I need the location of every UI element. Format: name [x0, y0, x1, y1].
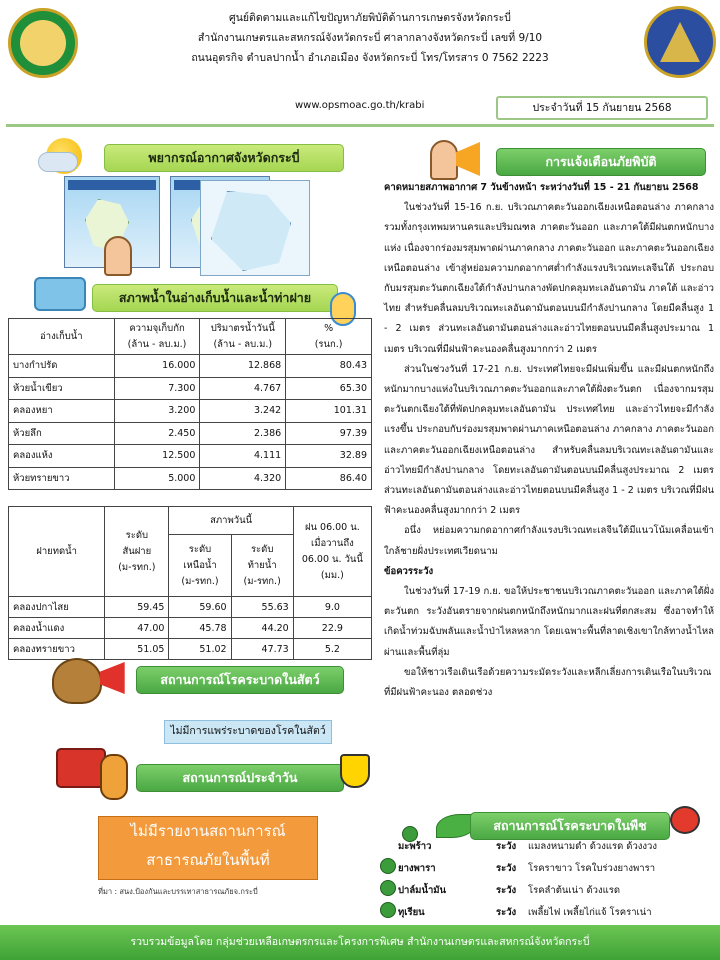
col-reservoir: อ่างเก็บน้ำ — [9, 319, 115, 355]
weir-table — [8, 506, 372, 660]
header-text — [100, 8, 640, 68]
weather-forecast-banner: พยากรณ์อากาศจังหวัดกระบี่ — [104, 144, 344, 172]
header-line-1: ศูนย์ติดตามและแก้ไขปัญหาภัยพิบัติด้านการเกษตรจังหวัดกระบี่ — [229, 12, 511, 24]
animal-disease-status: ไม่มีการแพร่ระบาดของโรคในสัตว์ — [164, 720, 332, 744]
col-capacity: ความจุเก็บกัก (ล้าน - ลบ.ม.) — [114, 319, 200, 355]
col-upstream: ระดับ เหนือน้ำ (ม-รทก.) — [169, 535, 231, 597]
col-today: สภาพวันนี้ — [169, 507, 293, 535]
website-link[interactable]: www.opsmoac.go.th/krabi — [295, 100, 425, 111]
megaphone-icon — [100, 662, 138, 694]
warning-text — [384, 178, 714, 703]
announcer-icon — [430, 140, 458, 180]
footer: รวบรวมข้อมูลโดย กลุ่มช่วยเหลือเกษตรกรและโครงการพิเศษ สำนักงานเกษตรและสหกรณ์จังหวัดกระบี่ — [0, 925, 720, 960]
header — [0, 0, 720, 122]
warning-megaphone-icon — [456, 142, 496, 176]
table-row: ห้วยลึก 2.450 2.386 97.39 — [9, 422, 372, 445]
oil-palm-icon — [380, 880, 396, 896]
disaster-warning-banner: การแจ้งเตือนภัยพิบัติ — [496, 148, 706, 176]
plant-disease-banner: สถานการณ์โรคระบาดในพืช — [470, 812, 670, 840]
reservoir-table — [8, 318, 372, 490]
cloud-icon — [38, 152, 78, 172]
rubber-icon — [380, 858, 396, 874]
reservoir-banner: สภาพน้ำในอ่างเก็บน้ำและน้ำท่าฝาย — [92, 284, 338, 312]
fire-truck-icon — [56, 748, 106, 788]
forecast-heading: คาดหมายสภาพอากาศ 7 วันข้างหน้า ระหว่างวันที่ 15 - 21 กันยายน 2568 — [384, 182, 699, 193]
forecast-paragraph-1: ในช่วงวันที่ 15-16 ก.ย. บริเวณภาคตะวันออกเฉียงเหนือตอนล่าง ภาคกลางรวมทั้งกรุงเทพมหานครและปริมณฑล ภาคตะวันออก และภาคใต้มีฝนตกหนักบางแห่ง เนื่องจากร่องมรสุมพาดผ่านภาคกลาง ภาคตะวันออก และภาคตะวันออกเฉียงเหนือตอนล่าง เข้าสู่หย่อมความกดอากาศต่ำกำลังแรงบริเวณทะเลจีนใต้ ประกอบกับมรสุมตะวันตกเฉียงใต้กำลังปานกลางพัดปกคลุมทะเลอันดามัน ภาคใต้ และอ่าวไทย สำหรับคลื่นลมบริเวณทะเลอันดามันตอนบนมีกำลังปานกลาง โดยมีคลื่นสูง 1 - 2 เมตร ส่วนทะเลอันดามันตอนล่างและอ่าวไทยตอนบนมีคลื่นสูงประมาณ 1 เมตร บริเวณที่มีฝนฟ้าคะนองคลื่นสูงมากกว่า 2 เมตร — [384, 202, 714, 355]
table-row: คลองน้ำแดง 47.00 45.78 44.20 22.9 — [9, 618, 372, 639]
ministry-logo — [8, 8, 78, 78]
daily-situation-banner: สถานการณ์ประจำวัน — [136, 764, 344, 792]
cow-icon — [52, 658, 102, 704]
table-row: ห้วยน้ำเขียว 7.300 4.767 65.30 — [9, 377, 372, 400]
table-row: คลองทรายขาว 51.05 51.02 47.73 5.2 — [9, 639, 372, 660]
daily-source: ที่มา : สนง.ป้องกันและบรรเทาสาธารณภัยจ.กระบี่ — [98, 887, 258, 896]
table-row: ห้วยทรายขาว 5.000 4.320 86.40 — [9, 467, 372, 490]
col-crest: ระดับ สันฝาย (ม-รทก.) — [105, 507, 169, 597]
header-divider — [6, 124, 714, 127]
daily-situation-status: ไม่มีรายงานสถานการณ์ สาธารณภัยในพื้นที่ — [98, 816, 318, 880]
header-line-2: สำนักงานเกษตรและสหกรณ์จังหวัดกระบี่ ศาลากลางจังหวัดกระบี่ เลขที่ 9/10 — [197, 32, 543, 44]
province-logo — [644, 6, 716, 78]
report-date: ประจำวันที่ 15 กันยายน 2568 — [496, 96, 708, 120]
col-downstream: ระดับ ท้ายน้ำ (ม-รทก.) — [231, 535, 293, 597]
forecast-paragraph-2: ส่วนในช่วงวันที่ 17-21 ก.ย. ประเทศไทยจะมีฝนเพิ่มขึ้น และมีฝนตกหนักถึงหนักมากบางแห่งในบริเวณภาคตะวันออกและภาคใต้ฝั่งตะวันตก เนื่องจากมรสุมตะวันตกเฉียงใต้ที่พัดปกคลุมทะเลอันดามัน ประเทศไทย และอ่าวไทยจะมีกำลังแรงขึ้น ประกอบกับร่องมรสุมพาดผ่านภาคเหนือตอนล่าง ภาคกลาง ภาคตะวันออก และภาคตะวันออกเฉียงเหนือตอนล่าง สำหรับคลื่นลมบริเวณทะเลอันดามันและอ่าวไทยมีกำลังปานกลาง โดยทะเลอันดามันตอนบนมีคลื่นสูงประมาณ 2 เมตร ส่วนทะเลอันดามันตอนล่างและอ่าวไทยตอนบนมีคลื่นสูง 1 - 2 เมตร บริเวณที่มีฝนฟ้าคะนองคลื่นสูงมากกว่า 2 เมตร — [384, 363, 714, 517]
col-volume: ปริมาตรน้ำวันนี้ (ล้าน - ลบ.ม.) — [200, 319, 286, 355]
disaster-agency-badge-icon — [340, 754, 370, 788]
durian-icon — [380, 902, 396, 918]
caution-paragraph-2: ขอให้ชาวเรือเดินเรือด้วยความระมัดระวังและหลีกเลี่ยงการเดินเรือในบริเวณที่มีฝนฟ้าคะนอง ตลอดช่วง — [384, 666, 712, 699]
krabi-rain-map — [200, 180, 310, 276]
caution-heading: ข้อควรระวัง — [384, 565, 434, 577]
rescuer-icon — [100, 754, 128, 800]
table-row: คลองปกาไสย 59.45 59.60 55.63 9.0 — [9, 597, 372, 618]
col-weir: ฝายทดน้ำ — [9, 507, 105, 597]
dam-icon — [34, 277, 86, 311]
table-row: คลองแห้ง 12.500 4.111 32.89 — [9, 445, 372, 468]
forecast-paragraph-3: อนึ่ง หย่อมความกดอากาศกำลังแรงบริเวณทะเลจีนใต้มีแนวโน้มเคลื่อนเข้าใกล้ชายฝั่งประเทศเวียดนาม — [384, 525, 714, 557]
table-row: บางกำปรัด 16.000 12.868 80.43 — [9, 355, 372, 378]
header-line-3: ถนนอุตรกิจ ตำบลปากน้ำ อำเภอเมือง จังหวัดกระบี่ โทร/โทรสาร 0 7562 2223 — [191, 52, 549, 64]
col-percent: % (รนก.) — [286, 319, 372, 355]
animal-disease-banner: สถานการณ์โรคระบาดในสัตว์ — [136, 666, 344, 694]
forecaster-icon — [104, 236, 132, 276]
caution-paragraph-1: ในช่วงวันที่ 17-19 ก.ย. ขอให้ประชาชนบริเวณภาคตะวันออก และภาคใต้ฝั่งตะวันตก ระวังอันตรายจากฝนตกหนักถึงหนักมากและฝนที่ตกสะสม ซึ่งอาจทำให้เกิดน้ำท่วมฉับพลันและน้ำป่าไหลหลาก โดยเฉพาะพื้นที่ลาดเชิงเขาใกล้ทางน้ำไหลผ่านและพื้นที่ลุ่ม — [384, 586, 714, 658]
col-rain: ฝน 06.00 น. เมื่อวานถึง 06.00 น. วันนี้ (มม.) — [293, 507, 371, 597]
table-row: คลองหยา 3.200 3.242 101.31 — [9, 400, 372, 423]
ladybug-icon — [670, 806, 700, 834]
